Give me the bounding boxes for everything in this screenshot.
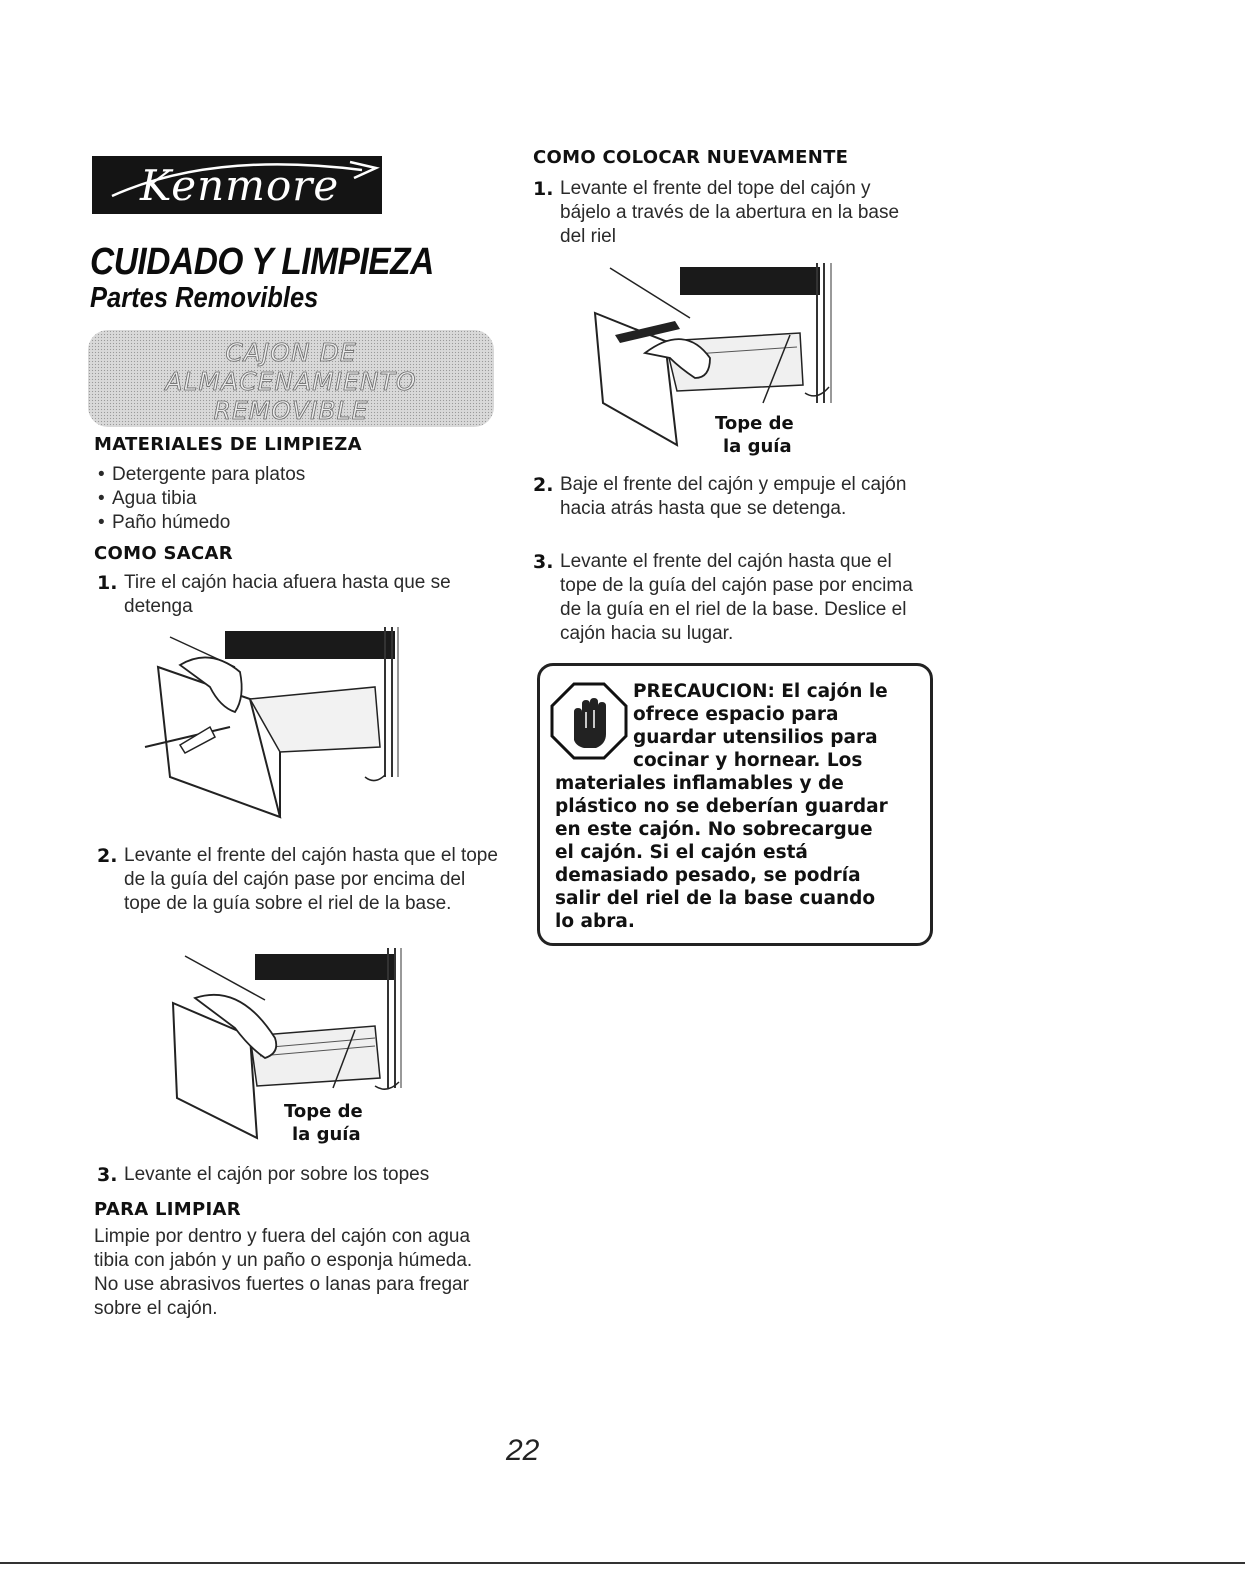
list-item xyxy=(98,487,197,511)
page-title: CUIDADO Y LIMPIEZA xyxy=(90,241,434,283)
banner-line-1: CAJON DE xyxy=(225,338,357,367)
drawer-pull-out-figure xyxy=(140,627,410,827)
caution-line: ofrece espacio para xyxy=(633,704,839,725)
step-text: Baje el frente del cajón y empuje el cajón hacia atrás hasta que se detenga. xyxy=(560,474,907,519)
replace-step-1 xyxy=(533,177,923,249)
bullet-icon: • xyxy=(98,464,105,485)
list-item-label: Detergente para platos xyxy=(112,464,306,485)
replace-step-3 xyxy=(533,550,933,646)
guide-stop-label-line2: la guía xyxy=(723,436,792,457)
step-text: Levante el frente del tope del cajón y bájelo a través de la abertura en la base del riel xyxy=(560,178,900,247)
remove-step-3 xyxy=(97,1163,507,1187)
banner-line-3: REMOVIBLE xyxy=(213,396,369,425)
caution-box xyxy=(537,663,933,946)
step-text: Levante el frente del cajón hasta que el tope de la guía del cajón pase por encima de la guía en el riel de la base. Deslice el cajón hacia su lugar. xyxy=(560,551,913,644)
caution-line: el cajón. Si el cajón está xyxy=(555,842,808,863)
page-number: 22 xyxy=(506,1434,540,1467)
list-item xyxy=(98,463,305,487)
caution-line: salir del riel de la base cuando xyxy=(555,888,876,909)
step-number: 2. xyxy=(97,845,118,867)
step-text: Levante el cajón por sobre los topes xyxy=(124,1164,430,1185)
remove-heading: COMO SACAR xyxy=(94,543,233,564)
section-banner xyxy=(88,330,494,427)
bullet-icon: • xyxy=(98,512,105,533)
bullet-icon: • xyxy=(98,488,105,509)
list-item xyxy=(98,511,230,535)
list-item-label: Paño húmedo xyxy=(112,512,231,533)
step-number: 3. xyxy=(533,551,554,573)
banner-line-2: ALMACENAMIENTO xyxy=(165,367,417,396)
caution-line: PRECAUCION: El cajón le xyxy=(633,681,888,702)
step-number: 1. xyxy=(533,178,554,200)
guide-stop-label-line1: Tope de xyxy=(715,413,794,434)
kenmore-logo xyxy=(92,156,382,214)
caution-line: cocinar y hornear. Los xyxy=(633,750,863,771)
step-number: 1. xyxy=(97,572,118,594)
list-item-label: Agua tibia xyxy=(112,488,197,509)
materials-heading: MATERIALES DE LIMPIEZA xyxy=(94,434,362,455)
clean-heading: PARA LIMPIAR xyxy=(94,1199,241,1220)
caution-line: guardar utensilios para xyxy=(633,727,878,748)
caution-line: plástico no se deberían guardar xyxy=(555,796,888,817)
bottom-divider xyxy=(0,1562,1245,1564)
caution-line: en este cajón. No sobrecargue xyxy=(555,819,873,840)
stop-hand-icon xyxy=(550,682,628,760)
page-subtitle: Partes Removibles xyxy=(90,282,319,314)
guide-stop-label-line2: la guía xyxy=(292,1124,361,1145)
clean-text: Limpie por dentro y fuera del cajón con agua tibia con jabón y un paño o esponja húmeda. No use abrasivos fuertes o lanas para fregar sobre el cajón. xyxy=(94,1226,473,1319)
step-number: 3. xyxy=(97,1164,118,1186)
replace-heading: COMO COLOCAR NUEVAMENTE xyxy=(533,147,849,168)
replace-step-2 xyxy=(533,473,923,521)
caution-line: lo abra. xyxy=(555,911,635,932)
caution-line: materiales inflamables y de xyxy=(555,773,844,794)
step-text: Levante el frente del cajón hasta que el tope de la guía del cajón pase por encima del tope de la guía sobre el riel de la base. xyxy=(124,845,498,914)
guide-stop-label-line1: Tope de xyxy=(284,1101,363,1122)
step-number: 2. xyxy=(533,474,554,496)
remove-step-1 xyxy=(97,571,487,619)
caution-line: demasiado pesado, se podría xyxy=(555,865,861,886)
logo-text: Kenmore xyxy=(140,161,340,210)
remove-step-2 xyxy=(97,844,507,916)
step-text: Tire el cajón hacia afuera hasta que se detenga xyxy=(124,572,451,617)
